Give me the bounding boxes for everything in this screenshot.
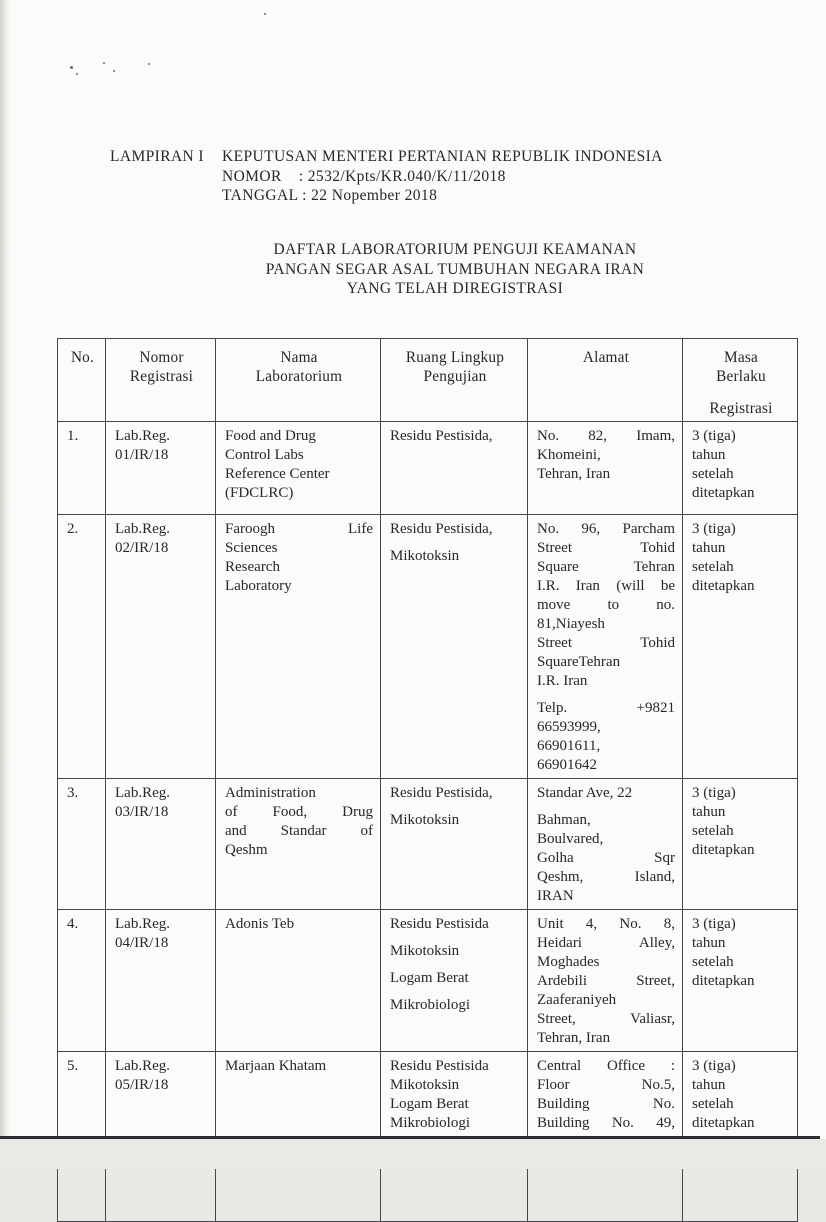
- text-line: KEPUTUSAN MENTERI PERTANIAN REPUBLIK INDONESIA: [222, 148, 663, 165]
- text-line: Boulvared,: [537, 831, 604, 847]
- text-line: Residu Pestisida,: [390, 521, 493, 537]
- text-line: 66901642: [537, 757, 597, 773]
- cell-alamat: [528, 910, 683, 1052]
- text-line: ditetapkan: [692, 485, 755, 501]
- cell-no: 4.: [58, 910, 106, 1052]
- text-line: Lab.Reg.: [115, 521, 170, 537]
- cell-no: 5.: [58, 1052, 106, 1222]
- text-line: I.R. Iran (will be: [537, 578, 675, 594]
- text-line: move to no.: [537, 597, 675, 613]
- text-line: Unit 4, No. 8,: [537, 916, 675, 932]
- text-line: 66593999,: [537, 719, 601, 735]
- text-line: setelah: [692, 954, 734, 970]
- text-line: Tehran, Iran: [537, 1030, 611, 1046]
- cell-paragraph: [115, 784, 208, 822]
- text-line: Research: [225, 559, 280, 575]
- text-line: Lab.Reg.: [115, 916, 170, 932]
- column-header-ruang: [381, 339, 528, 422]
- cell-masa: [683, 779, 798, 910]
- text-line: setelah: [692, 559, 734, 575]
- cell-reg: [106, 779, 216, 910]
- column-header-alamat: [528, 339, 683, 422]
- scan-speck: [103, 62, 105, 64]
- text-line: IRAN: [537, 888, 574, 904]
- text-line: 3 (tiga): [692, 785, 736, 801]
- text-line: SquareTehran: [537, 654, 621, 670]
- text-line: Standar Ave, 22: [537, 785, 633, 801]
- text-line: Residu Pestisida,: [390, 428, 493, 444]
- cell-alamat: [528, 422, 683, 515]
- cell-masa: [683, 910, 798, 1052]
- text-line: Mikotoksin: [390, 548, 460, 564]
- scan-speck: [113, 70, 115, 72]
- text-line: Bahman,: [537, 812, 591, 828]
- cell-paragraph: [115, 915, 208, 953]
- text-line: Registrasi: [709, 400, 773, 417]
- column-header-no: [58, 339, 106, 422]
- text-line: Laboratory: [225, 578, 292, 594]
- text-line: and Standar of: [225, 823, 373, 839]
- text-line: ditetapkan: [692, 973, 755, 989]
- text-line: Building No. 49,: [537, 1115, 675, 1131]
- cell-paragraph: [225, 520, 373, 596]
- text-line: Faroogh Life: [225, 521, 373, 537]
- cell-paragraph: [225, 1057, 373, 1076]
- cell-paragraph: [692, 348, 790, 386]
- text-line: setelah: [692, 1096, 734, 1112]
- text-line: ditetapkan: [692, 578, 755, 594]
- cell-paragraph: [115, 427, 208, 465]
- table-row: [58, 910, 798, 1052]
- text-line: Residu Pestisida: [390, 916, 489, 932]
- text-line: 02/IR/18: [115, 540, 169, 556]
- text-line: Mikrobiologi: [390, 997, 471, 1013]
- cell-paragraph: [225, 915, 373, 934]
- text-line: Central Office :: [537, 1058, 675, 1074]
- text-line: 3 (tiga): [692, 1058, 736, 1074]
- text-line: Berlaku: [716, 368, 766, 385]
- text-line: Lab.Reg.: [115, 785, 170, 801]
- cell-nama: [216, 910, 381, 1052]
- text-line: Food and Drug: [225, 428, 316, 444]
- document-title: [130, 240, 780, 299]
- cell-paragraph: [390, 520, 520, 539]
- text-line: Masa: [724, 349, 758, 366]
- text-line: 3 (tiga): [692, 521, 736, 537]
- registered-labs-table-wrap: [57, 338, 799, 1138]
- text-line: PANGAN SEGAR ASAL TUMBUHAN NEGARA IRAN: [265, 260, 645, 278]
- document-header: [110, 147, 663, 206]
- text-line: Lab.Reg.: [115, 428, 170, 444]
- text-line: Mikotoksin: [390, 812, 460, 828]
- cell-reg: [106, 422, 216, 515]
- cell-paragraph: [225, 427, 373, 503]
- cell-paragraph: [390, 969, 520, 988]
- text-line: 81,Niayesh: [537, 616, 605, 632]
- text-line: Nomor: [139, 349, 184, 366]
- cell-paragraph: [115, 348, 208, 386]
- cell-alamat: [528, 779, 683, 910]
- text-line: Logam Berat: [390, 1096, 469, 1112]
- text-line: Nama: [280, 349, 318, 366]
- column-header-nama: [216, 339, 381, 422]
- cell-no: 3.: [58, 779, 106, 910]
- text-line: Marjaan Khatam: [225, 1058, 327, 1074]
- cell-paragraph: [692, 784, 790, 860]
- cell-paragraph: [390, 811, 520, 830]
- cell-paragraph: [537, 811, 675, 906]
- scan-speck: [76, 73, 78, 75]
- cell-paragraph: [692, 399, 790, 418]
- scan-speck: [264, 13, 266, 15]
- cell-paragraph: [390, 348, 520, 386]
- cell-paragraph: [390, 996, 520, 1015]
- text-line: Zaaferaniyeh: [537, 992, 617, 1008]
- text-line: Residu Pestisida: [390, 1058, 489, 1074]
- text-line: tahun: [692, 935, 726, 951]
- table-row: [58, 779, 798, 910]
- cell-nama: [216, 779, 381, 910]
- cell-no: 1.: [58, 422, 106, 515]
- cell-paragraph: [692, 427, 790, 503]
- scan-speck: [70, 66, 73, 69]
- text-line: Tehran, Iran: [537, 466, 611, 482]
- cell-ruang: [381, 910, 528, 1052]
- cell-ruang: [381, 515, 528, 779]
- text-line: Telp. +9821: [537, 700, 675, 716]
- cell-reg: [106, 515, 216, 779]
- text-line: setelah: [692, 466, 734, 482]
- cell-paragraph: [390, 1057, 520, 1133]
- cell-paragraph: [537, 784, 675, 803]
- cell-paragraph: [390, 915, 520, 934]
- table-header-row: [58, 339, 798, 422]
- text-line: Ardebili Street,: [537, 973, 675, 989]
- text-line: Sciences: [225, 540, 278, 556]
- text-line: Pengujian: [423, 368, 487, 385]
- cell-paragraph: [692, 520, 790, 596]
- text-line: Street Tohid: [537, 540, 675, 556]
- text-line: tahun: [692, 540, 726, 556]
- table-row: [58, 422, 798, 515]
- table-body: [58, 422, 798, 1222]
- text-line: YANG TELAH DIREGISTRASI: [346, 280, 564, 297]
- text-line: 01/IR/18: [115, 447, 169, 463]
- cell-paragraph: [537, 699, 675, 775]
- text-line: tahun: [692, 1077, 726, 1093]
- text-line: Lab.Reg.: [115, 1058, 170, 1074]
- cell-masa: [683, 422, 798, 515]
- cell-nama: [216, 422, 381, 515]
- text-line: Adonis Teb: [225, 916, 295, 932]
- text-line: Mikrobiologi: [390, 1115, 471, 1131]
- table-row: [58, 515, 798, 779]
- cell-alamat: [528, 515, 683, 779]
- text-line: ditetapkan: [692, 1115, 755, 1131]
- text-line: Control Labs: [225, 447, 304, 463]
- cell-nama: [216, 515, 381, 779]
- column-header-masa: [683, 339, 798, 422]
- cell-paragraph: [67, 348, 98, 367]
- text-line: Golha Sqr: [537, 850, 675, 866]
- text-line: Registrasi: [129, 368, 194, 385]
- cell-paragraph: [390, 942, 520, 961]
- text-line: 03/IR/18: [115, 804, 169, 820]
- cell-paragraph: [390, 784, 520, 803]
- cell-ruang: [381, 779, 528, 910]
- text-line: 04/IR/18: [115, 935, 169, 951]
- cell-paragraph: [537, 427, 675, 484]
- cell-paragraph: [225, 784, 373, 860]
- cell-paragraph: [537, 348, 675, 367]
- text-line: 3 (tiga): [692, 428, 736, 444]
- text-line: Qeshm, Island,: [537, 869, 675, 885]
- cell-paragraph: [115, 520, 208, 558]
- scan-speck: [148, 63, 150, 65]
- text-line: No. 82, Imam,: [537, 428, 675, 444]
- text-line: Laboratorium: [255, 368, 343, 385]
- text-line: Mikotoksin: [390, 943, 460, 959]
- lampiran-label: LAMPIRAN I: [110, 148, 204, 165]
- text-line: 05/IR/18: [115, 1077, 169, 1093]
- text-line: Mikotoksin: [390, 1077, 460, 1093]
- decree-reference-lines: [222, 147, 663, 206]
- cell-paragraph: [390, 427, 520, 446]
- text-line: setelah: [692, 823, 734, 839]
- text-line: 3 (tiga): [692, 916, 736, 932]
- scan-edge-shadow: [0, 0, 11, 1169]
- registered-labs-table: [57, 338, 798, 1222]
- text-line: Administration: [225, 785, 316, 801]
- text-line: Residu Pestisida,: [390, 785, 493, 801]
- text-line: Heidari Alley,: [537, 935, 675, 951]
- text-line: I.R. Iran: [537, 673, 588, 689]
- text-line: Street Tohid: [537, 635, 675, 651]
- cell-no: 2.: [58, 515, 106, 779]
- text-line: DAFTAR LABORATORIUM PENGUJI KEAMANAN: [273, 241, 637, 258]
- text-line: Street, Valiasr,: [537, 1011, 675, 1027]
- text-line: NOMOR : 2532/Kpts/KR.040/K/11/2018: [222, 167, 506, 185]
- text-line: Ruang Lingkup: [405, 349, 505, 366]
- text-line: (FDCLRC): [225, 485, 294, 501]
- text-line: Square Tehran: [537, 559, 675, 575]
- column-header-reg: [106, 339, 216, 422]
- cell-paragraph: [390, 547, 520, 566]
- text-line: Logam Berat: [390, 970, 469, 986]
- text-line: tahun: [692, 804, 726, 820]
- text-line: Reference Center: [225, 466, 330, 482]
- text-line: TANGGAL : 22 Nopember 2018: [222, 187, 438, 204]
- scanner-background: [0, 1139, 826, 1169]
- text-line: ditetapkan: [692, 842, 755, 858]
- text-line: Floor No.5,: [537, 1077, 675, 1093]
- text-line: 66901611,: [537, 738, 601, 754]
- cell-masa: [683, 515, 798, 779]
- cell-paragraph: [115, 1057, 208, 1095]
- text-line: No.: [70, 349, 95, 366]
- text-line: Qeshm: [225, 842, 268, 858]
- text-line: Building No.: [537, 1096, 675, 1112]
- text-line: tahun: [692, 447, 726, 463]
- text-line: Khomeini,: [537, 447, 601, 463]
- cell-paragraph: [692, 915, 790, 991]
- cell-paragraph: [537, 520, 675, 691]
- cell-reg: [106, 910, 216, 1052]
- cell-ruang: [381, 422, 528, 515]
- cell-paragraph: [537, 915, 675, 1048]
- text-line: Moghades: [537, 954, 600, 970]
- text-line: of Food, Drug: [225, 804, 373, 820]
- cell-paragraph: [692, 1057, 790, 1133]
- text-line: No. 96, Parcham: [537, 521, 675, 537]
- cell-paragraph: [225, 348, 373, 386]
- text-line: Alamat: [582, 349, 630, 366]
